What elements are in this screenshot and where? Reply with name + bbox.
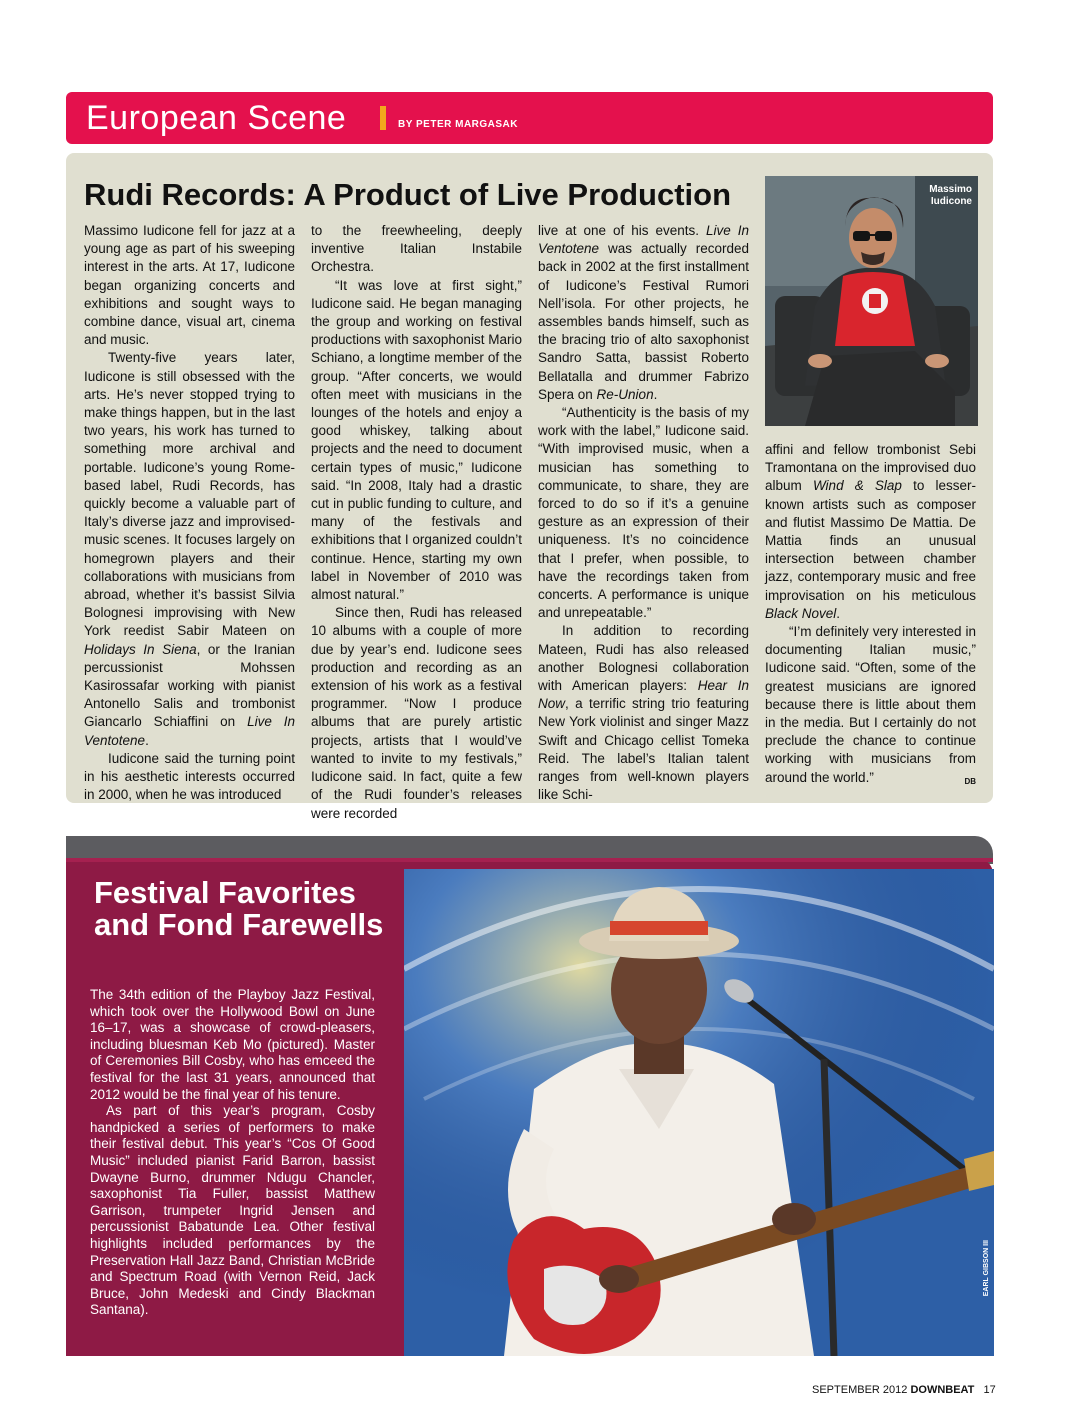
paragraph: The 34th edition of the Playboy Jazz Festival, which took over the Hollywood Bowl on June 16–17, was a showcase of crowd-pleasers, including bluesman Keb Mo (pictured). Master of Ceremonies Bill Cosby, who has emceed the festival for the last 31 years, announced that 2012 would be the final year of his tenure. [90,987,375,1102]
paragraph: “I’m definitely very interested in documenting Italian music,” Iudicone said. “Often, some of the greatest musicians are ignored because there is little about them in the media. But I certainly do not preclude the chance to continue working with musicians from around the world.” DB [765,623,976,787]
paragraph: affini and fellow trombonist Sebi Tramontana on the improvised duo album Wind & Slap to lesser-known artists such as composer and flutist Massimo De Mattia. De Mattia finds an unusual intersection between chamber jazz, contemporary music and free improvisation on his meticulous Black Novel. [765,442,976,621]
end-mark: DB [964,776,976,786]
photo-caption: Massimo Iudicone [929,184,972,207]
paragraph: In addition to recording Mateen, Rudi has also released another Bolognesi collaboration with American players: Hear In Now, a terrific string trio featuring New York violinist and singer Mazz Swift and Chicago cellist Tomeka Reid. The label’s Italian talent ranges from well-known players like Schi- [538,623,749,803]
section-header [66,92,993,144]
festival-headline: Festival Favorites and Fond Farewells [94,875,384,942]
paragraph: As part of this year’s program, Cosby handpicked a series of performers to make their festival debut. This year’s “Cos Of Good Music” included pianist Farid Barron, bassist Dwayne Burno, drummer Ndugu Chancler, saxophonist Tia Fuller, bassist Matthew Garrison, trumpeter Ingrid Jensen and percussionist Babatunde Lea. Other festival highlights included performances by the Preservation Hall Jazz Band, Christian McBride and Spectrum Road (with Vernon Reid, Jack Bruce, John Medeski and Cindy Blackman Santana). [90,1103,375,1318]
header-divider [380,106,386,130]
page-number: 17 [983,1384,996,1396]
article-column-3 [538,222,749,805]
magazine-name: DOWNBEAT [910,1384,975,1396]
paragraph: Massimo Iudicone fell for jazz at a young age as part of his sweeping interest in the arts. At 17, Iudicone began organizing concerts and exhibitions and sought ways to combine dance, visual art, cinema and music. [84,223,295,348]
article-column-1 [84,222,295,805]
guitarist-illustration [404,869,994,1356]
portrait-illustration [765,176,978,426]
festival-photo [404,869,994,1356]
paragraph: “Authenticity is the basis of my work with the label,” Iudicone said. “With improvised music, when a musician has something to communicate, to share, they are forced to do so if it’s a genuine gesture as an expression of their uniqueness. It’s no coincidence that I prefer, when possible, to have the recordings taken from concerts. A performance is unique and unrepeatable.” [538,405,749,621]
page-footer [812,1384,996,1396]
paragraph: live at one of his events. Live In Ventotene was actually recorded back in 2002 at the first installment of Iudicone’s Festival Rumori Nell’isola. For other projects, he assembles bands himself, such as the bracing trio of alto saxophonist Sandro Satta, bassist Roberto Bellatalla and drummer Fabrizo Spera on Re-Union. [538,223,749,402]
section-title: European Scene [86,99,347,137]
portrait-photo [765,176,978,426]
article-headline: Rudi Records: A Product of Live Production [84,177,732,212]
article-column-4 [765,441,976,791]
article-column-2 [311,222,522,823]
photo-credit: EARL GIBSON III [983,1239,990,1296]
issue-date: SEPTEMBER 2012 [812,1384,908,1396]
paragraph: to the freewheeling, deeply inventive Italian Instabile Orchestra. [311,223,522,275]
paragraph: “It was love at first sight,” Iudicone said. He began managing the group and working on festival productions with saxophonist Mario Schiano, a longtime member of the group. “After concerts, we would often meet with musicians in the lounges of the hotels and enjoy a good whiskey, talking about projects and the need to document certain types of music,” Iudicone said. “In 2008, Italy had a drastic cut in public funding to culture, and many of the festivals and exhibitions that I organized couldn’t continue. Hence, starting my own label in November of 2010 was almost natural.” [311,277,522,603]
festival-body [90,987,375,1319]
paragraph: Iudicone said the turning point in his aesthetic interests occurred in 2000, when he was introduced [84,750,295,803]
paragraph: Twenty-five years later, Iudicone is still obsessed with the arts. He’s never stopped trying to make things happen, but in the last two years, his work has turned to something more archival and portable. Iudicone’s young Rome-based label, Rudi Records, has quickly become a valuable part of Italy’s diverse jazz and improvised-music scenes. It focuses largely on homegrown players and their collaborations with musicians from abroad, whether it’s bassist Silvia Bolognesi improvising with New York reedist Sabir Mateen on Holidays In Siena, or the Iranian percussionist Mohssen Kasirossafar working with pianist Antonello Salis and trombonist Giancarlo Schiaffini on Live In Ventotene. [84,350,296,748]
byline: BY PETER MARGASAK [398,119,518,130]
paragraph: Since then, Rudi has released 10 albums with a couple of more due by year’s end. Iudicone sees production and recording as an extension of his work as a festival programmer. “Now I produce albums that are purely artistic projects, artists that I would’ve wanted to invite to my festivals,” Iudicone said. In fact, quite a few of the Rudi founder’s releases were recorded [311,605,522,821]
festival-rule [66,858,993,862]
